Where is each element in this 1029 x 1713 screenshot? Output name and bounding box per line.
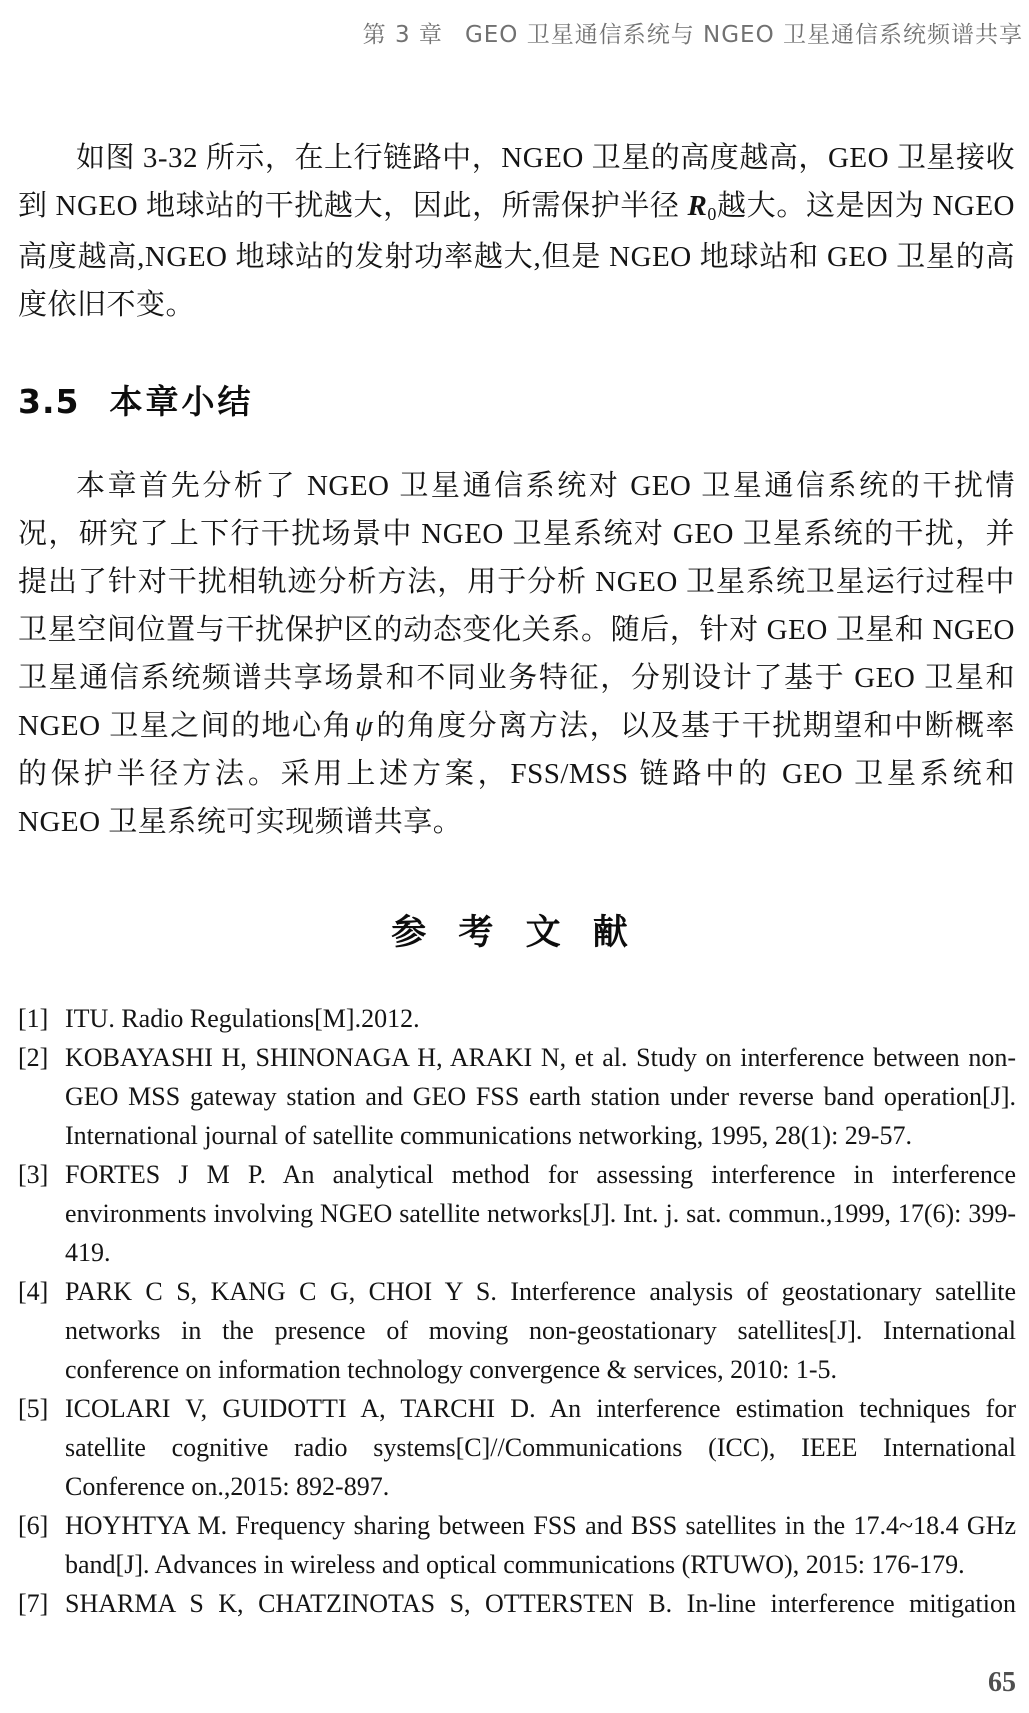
reference-text: HOYHTYA M. Frequency sharing between FSS and BSS satellites in the 17.4~18.4 GHz band[J]. Advances in wireless and optical communications (RTUWO), 2015: 176-179. xyxy=(65,1511,1016,1579)
paragraph1-text-b: 越大。这是因为 NGEO 高度越高,NGEO 地球站的发射功率越大,但是 NGEO 地球站和 GEO 卫星的高度依旧不变。 xyxy=(18,190,1015,321)
chapter-title: GEO 卫星通信系统与 NGEO 卫星通信系统频谱共享 xyxy=(464,22,1023,48)
reference-label: [2] xyxy=(18,1043,49,1072)
reference-label: [7] xyxy=(18,1589,49,1618)
paragraph2-text-b: 的角度分离方法，以及基于干扰期望和中断概率的保护半径方法。采用上述方案，FSS/MSS 链路中的 GEO 卫星系统和 NGEO 卫星系统可实现频谱共享。 xyxy=(18,710,1015,838)
reference-item-7 xyxy=(18,1584,1016,1623)
reference-item-5 xyxy=(18,1389,1016,1506)
reference-label: [4] xyxy=(18,1277,49,1306)
reference-item-4 xyxy=(18,1272,1016,1389)
reference-text: FORTES J M P. An analytical method for assessing interference in interference environments involving NGEO satellite networks[J]. Int. j. sat. commun.,1999, 17(6): 399-419. xyxy=(65,1160,1016,1267)
reference-label: [5] xyxy=(18,1394,49,1423)
paragraph1-text-a: 如图 3-32 所示，在上行链路中，NGEO 卫星的高度越高，GEO 卫星接收到 NGEO 地球站的干扰越大，因此，所需保护半径 xyxy=(18,142,1015,222)
reference-text: PARK C S, KANG C G, CHOI Y S. Interference analysis of geostationary satellite networks in the presence of moving non-geostationary satellites[J]. International conference on information technology convergence & services, 2010: 1-5. xyxy=(65,1277,1016,1384)
page-number: 65 xyxy=(988,1667,1016,1698)
reference-label: [1] xyxy=(18,1004,49,1033)
reference-list xyxy=(18,999,1016,1623)
reference-label: [3] xyxy=(18,1160,49,1189)
reference-label: [6] xyxy=(18,1511,49,1540)
reference-item-1 xyxy=(18,999,1016,1038)
references-title: 参 考 文 献 xyxy=(391,913,638,953)
paragraph2-text-a: 本章首先分析了 NGEO 卫星通信系统对 GEO 卫星通信系统的干扰情况，研究了上下行干扰场景中 NGEO 卫星系统对 GEO 卫星系统的干扰，并提出了针对干扰相轨迹分析方法，用于分析 NGEO 卫星系统卫星运行过程中卫星空间位置与干扰保护区的动态变化关系。随后，针对 GEO 卫星和 NGEO 卫星通信系统频谱共享场景和不同业务特征，分别设计了基于 GEO 卫星和 NGEO 卫星之间的地心角 xyxy=(18,470,1015,742)
protection-radius-variable xyxy=(687,190,717,225)
paragraph-chapter-summary xyxy=(18,462,1015,846)
section-title: 本章小结 xyxy=(109,382,254,421)
reference-text: KOBAYASHI H, SHINONAGA H, ARAKI N, et al. Study on interference between non-GEO MSS gateway station and GEO FSS earth station under reverse band operation[J]. International journal of satellite communications networking, 1995, 28(1): 29-57. xyxy=(65,1043,1016,1150)
page-header xyxy=(0,16,1023,49)
chapter-label: 第 3 章 xyxy=(362,22,443,48)
reference-text: SHARMA S K, CHATZINOTAS S, OTTERSTEN B. In-line interference mitigation xyxy=(65,1589,1016,1618)
reference-item-2 xyxy=(18,1038,1016,1155)
section-number: 3.5 xyxy=(18,382,80,421)
geocentric-angle-psi-symbol: ψ xyxy=(354,710,374,742)
paragraph-uplink-protection-radius xyxy=(18,134,1015,329)
reference-item-3 xyxy=(18,1155,1016,1272)
reference-text: ITU. Radio Regulations[M].2012. xyxy=(65,1004,420,1033)
section-heading-3-5 xyxy=(18,376,253,423)
reference-item-6 xyxy=(18,1506,1016,1584)
variable-base: R xyxy=(687,190,708,222)
variable-subscript: 0 xyxy=(707,204,717,225)
reference-text: ICOLARI V, GUIDOTTI A, TARCHI D. An interference estimation techniques for satellite cognitive radio systems[C]//Communications (ICC), IEEE International Conference on.,2015: 892-897. xyxy=(65,1394,1016,1501)
